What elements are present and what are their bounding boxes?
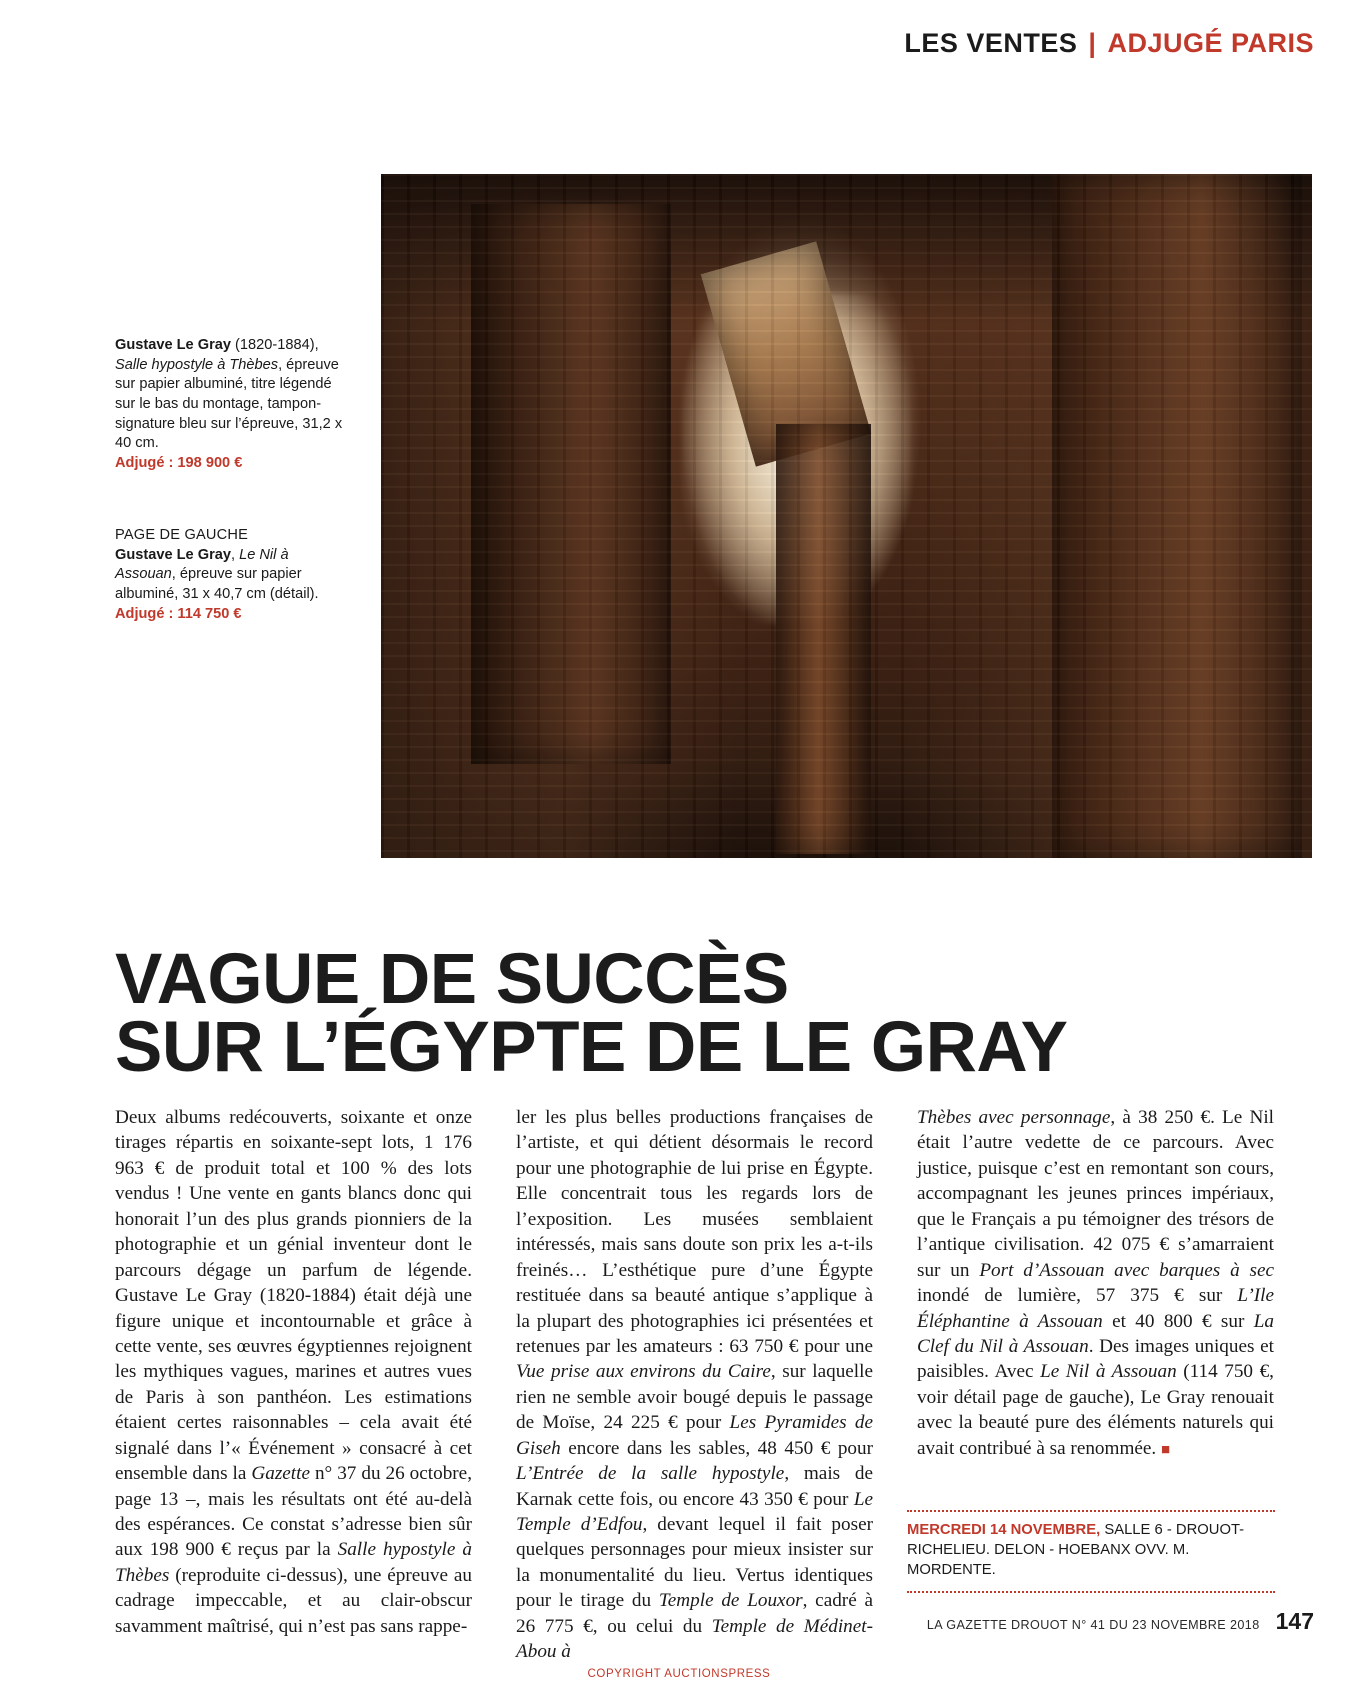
- body-col3-title-0: Thèbes avec personnage: [917, 1107, 1111, 1128]
- footer-page-number: 147: [1275, 1608, 1314, 1634]
- caption-main-artist: Gustave Le Gray: [115, 337, 231, 353]
- caption-main: [115, 336, 350, 474]
- caption-left-page-artist: Gustave Le Gray: [115, 546, 231, 563]
- sale-info-top-rule: [907, 1510, 1275, 1512]
- footer-publication: LA GAZETTE DROUOT N° 41 DU 23 NOVEMBRE 2018: [926, 1618, 1260, 1632]
- body-col3-part5: (114 750 €, voir détail page de gauche), Le Gray renouait avec la beauté pure des éléments naturels qui avait contribué à sa renommée.: [917, 1361, 1274, 1459]
- body-col2-part2: , sur laquelle rien ne semble avoir bougé depuis le passage de Moïse, 24 225 € pour: [516, 1361, 873, 1434]
- header-divider: |: [1088, 28, 1097, 58]
- body-col3-part4: . Des images uniques et paisibles. Avec: [917, 1335, 1274, 1383]
- photo-inner-column: [776, 424, 871, 854]
- caption-spacer: [115, 474, 350, 526]
- body-col3-title-1: Port d’Assouan avec barques à sec: [979, 1259, 1274, 1281]
- body-col2-part5: , devant lequel il fait poser quelques personnages pour mieux insister sur la monumentalité du lieu. Vertus identiques pour le tirage du: [516, 1514, 873, 1612]
- headline-line-1: VAGUE DE SUCCÈS: [115, 939, 789, 1019]
- body-col2-part4: , mais de Karnak cette fois, ou encore 43 350 € pour: [516, 1463, 873, 1510]
- body-col3-part3: et 40 800 € sur: [1102, 1310, 1254, 1332]
- caption-main-price: Adjugé : 198 900 €: [115, 455, 243, 472]
- salle-hypostyle-photograph: [381, 174, 1312, 858]
- body-col3-part2: inondé de lumière, 57 375 € sur: [917, 1285, 1238, 1307]
- article-headline: [115, 939, 1275, 1087]
- body-col2-title-4: Le Temple d’Edfou: [516, 1488, 873, 1535]
- caption-left-page-description: , épreuve sur papier albuminé, 31 x 40,7 cm (détail).: [115, 566, 319, 602]
- caption-main-title: Salle hypostyle à Thèbes: [115, 356, 279, 373]
- caption-left-page-eyebrow: PAGE DE GAUCHE: [115, 526, 249, 543]
- photo-light-doorway: [681, 294, 911, 624]
- sale-info-bottom-rule: [907, 1591, 1275, 1593]
- caption-main-dates: (1820-1884),: [231, 337, 319, 353]
- body-col2-part3: encore dans les sables, 48 450 € pour: [560, 1437, 873, 1459]
- body-col3-title-4: Le Nil à Assouan: [1040, 1361, 1177, 1383]
- body-col2-part1: ler les plus belles productions françaises de l’artiste, et qui détient désormais le record pour une photographie de lui prise en Égypte. Elle concentrait tous les regards lors de l’exposition. Les musées semblaient intéressés, mais sans doute son prix les a-t-ils freinés… L’esthétique pure d’une Égypte restituée dans sa beauté antique s’applique à la plupart des photographies ici présentées et retenues par les amateurs : 63 750 € pour une: [516, 1107, 873, 1357]
- sale-info-details: SALLE 6 - DROUOT-RICHELIEU. DELON - HOEBANX OVV. M. MORDENTE.: [907, 1522, 1245, 1578]
- photo-right-column: [1052, 174, 1302, 858]
- body-col2-title-3: L’Entrée de la salle hypostyle: [516, 1463, 785, 1485]
- body-column-1: [115, 1105, 472, 1665]
- body-col1-gazette: Gazette: [251, 1463, 310, 1485]
- photo-left-column: [471, 204, 671, 764]
- caption-left-page: PAGE DE GAUCHE Gustave Le Gray, Le Nil à Assouan, épreuve sur papier albuminé, 31 x 40,7 cm (détail). Adjugé : 114 750 €: [115, 526, 319, 622]
- body-column-2: [516, 1105, 873, 1665]
- body-col1-part1: Deux albums redécouverts, soixante et onze tirages répartis en soixante-sept lots, 1 176 963 € de produit total et 100 % des lots vendus ! Une vente en gants blancs donc qui honorait l’un des plus grands pionniers de la photographie et un génial inventeur dont le parcours dégage un parfum de légende. Gustave Le Gray (1820-1884) était déjà une figure unique et incontournable et grâce à cette vente, ses œuvres égyptiennes rejoignent les mythiques vagues, marines et autres vues de Paris à son panthéon. Les estimations étaient certes raisonnables – cela avait été signalé dans l’« Événement » consacré à cet ensemble dans la: [115, 1107, 472, 1485]
- body-col2-title-6: Temple de Médinet-Abou à: [516, 1615, 873, 1663]
- body-col2-title-2: Les Pyramides de Giseh: [516, 1412, 873, 1459]
- sale-info-text: [907, 1521, 1275, 1581]
- body-col3-title-3: La Clef du Nil à Assouan: [917, 1310, 1274, 1357]
- sale-info-box: [907, 1510, 1275, 1593]
- caption-left-page-price: Adjugé : 114 750 €: [115, 605, 242, 622]
- body-col1-part2: n° 37 du 26 octobre, page 13 –, mais les résultats ont été au-delà des espérances. Ce constat s’adresse bien sûr aux 198 900 € reçus par la: [115, 1463, 472, 1561]
- header-section-label: LES VENTES: [904, 28, 1078, 58]
- body-col3-part1: , à 38 250 €. Le Nil était l’autre vedette de ce parcours. Avec justice, puisque c’est en remontant son cours, accompagnant les jeunes princes impériaux, que le Français a pu témoigner des trésors de l’antique civilisation. 42 075 € s’amarraient sur un: [917, 1107, 1274, 1281]
- body-col1-salle-hypostyle: Salle hypostyle à Thèbes: [115, 1539, 472, 1586]
- sale-info-date: MERCREDI 14 NOVEMBRE,: [907, 1522, 1101, 1538]
- caption-column: [115, 336, 350, 624]
- page-footer: [0, 1608, 1314, 1635]
- body-col3-title-2: L’Ile Éléphantine à Assouan: [917, 1285, 1274, 1332]
- copyright-notice: COPYRIGHT AUCTIONSPRESS: [587, 1668, 771, 1680]
- header-venue-label: ADJUGÉ PARIS: [1107, 28, 1314, 58]
- end-of-article-mark: ■: [1161, 1441, 1171, 1458]
- page-header: [904, 28, 1314, 59]
- body-col1-part3: (reproduite ci-dessus), une épreuve au cadrage impeccable, et au clair-obscur savamment maîtrisé, qui n’est pas sans rappe-: [115, 1564, 472, 1637]
- photograph-surface: [381, 174, 1312, 858]
- headline-line-2: SUR L’ÉGYPTE DE LE GRAY: [115, 1007, 1068, 1087]
- caption-left-page-title: Le Nil à Assouan: [115, 546, 289, 583]
- body-col2-part6: , cadré à 26 775 €, ou celui du: [516, 1590, 873, 1637]
- caption-main-description: , épreuve sur papier albuminé, titre légendé sur le bas du montage, tampon-signature bleu sur l’épreuve, 31,2 x 40 cm.: [115, 356, 343, 452]
- body-col2-title-5: Temple de Louxor: [658, 1590, 803, 1612]
- body-col2-title-1: Vue prise aux environs du Caire: [516, 1361, 771, 1383]
- photo-leaning-lintel: [701, 241, 871, 466]
